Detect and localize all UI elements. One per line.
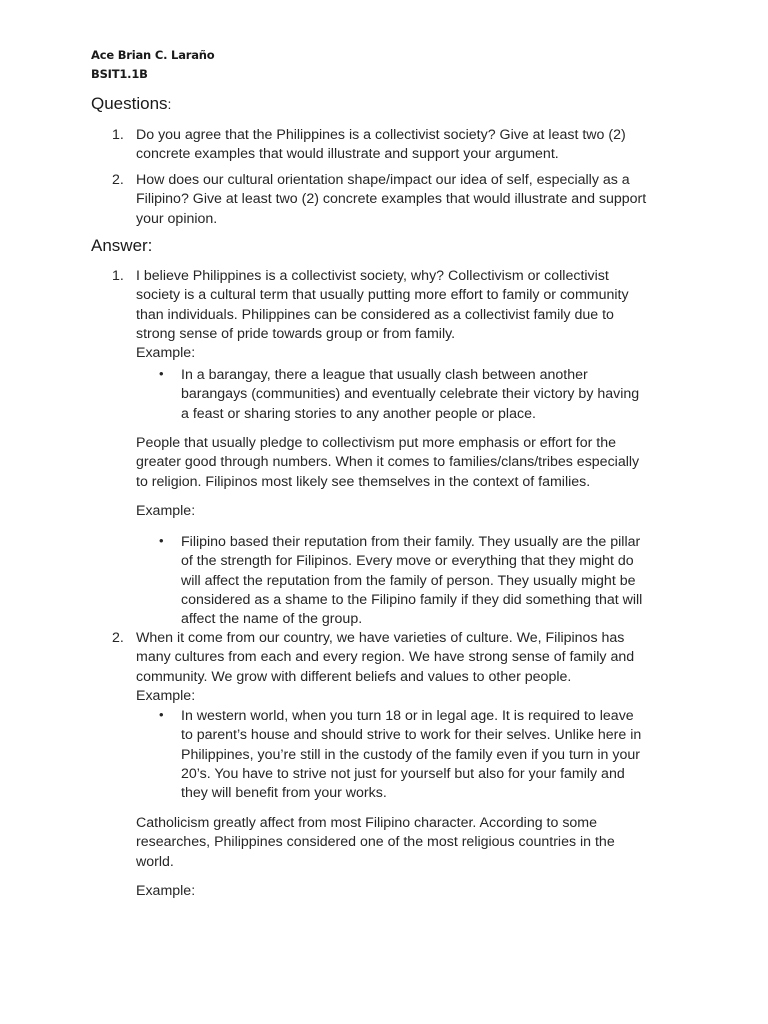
answer-1-paragraph-2 bbox=[136, 434, 639, 492]
bullet-line: Philippines, you’re still in the custody of the family even if you turn in your bbox=[181, 746, 640, 763]
bullet-line: of the strength for Filipinos. Every move or everything that they might do bbox=[181, 553, 634, 570]
question-1-number: 1. bbox=[112, 127, 124, 143]
answer-2-paragraph-2 bbox=[136, 814, 615, 872]
bullet-line: barangays (communities) and eventually celebrate their victory by having bbox=[181, 386, 640, 403]
answer-heading: Answer: bbox=[91, 236, 153, 255]
question-2-line: Filipino? Give at least two (2) concrete examples that would illustrate and support bbox=[136, 191, 647, 208]
bullet-line: considered as a shame to the Filipino family if they did something that will bbox=[181, 591, 643, 608]
question-1-line: concrete examples that would illustrate and support your argument. bbox=[136, 146, 559, 163]
bullet-line: 20’s. You have to strive not just for yourself but also for your family and bbox=[181, 765, 625, 782]
paragraph-line: When it come from our country, we have varieties of culture. We, Filipinos has bbox=[136, 630, 625, 646]
paragraph-line: to religion. Filipinos most likely see themselves in the context of families. bbox=[136, 473, 591, 490]
answer-2-bullet-1 bbox=[181, 707, 641, 803]
answer-1-bullet-1 bbox=[181, 366, 639, 424]
questions-heading bbox=[91, 94, 171, 114]
example-label: Example: bbox=[136, 503, 196, 519]
bullet-line: a feast or sharing stories to any another people or place. bbox=[181, 405, 536, 422]
answer-1-number: 1. bbox=[112, 268, 124, 284]
example-label: Example: bbox=[136, 687, 196, 704]
question-2-number: 2. bbox=[112, 172, 124, 188]
questions-heading-colon: : bbox=[167, 96, 172, 112]
question-2-line: How does our cultural orientation shape/impact our idea of self, especially as a bbox=[136, 172, 630, 188]
bullet-line: will affect the reputation from the family of person. They usually might be bbox=[181, 572, 636, 589]
paragraph-line: than individuals. Philippines can be considered as a collectivist family due to bbox=[136, 306, 614, 323]
bullet-line: to parent’s house and should strive to work for their selves. Unlike here in bbox=[181, 727, 642, 744]
paragraph-line: community. We grow with different beliefs and values to other people. bbox=[136, 668, 572, 685]
example-label: Example: bbox=[136, 883, 196, 899]
bullet-line: Filipino based their reputation from their family. They usually are the pillar bbox=[181, 534, 641, 550]
answer-1-bullet-2 bbox=[181, 533, 642, 629]
bullet-marker: • bbox=[159, 533, 164, 548]
paragraph-line: Catholicism greatly affect from most Filipino character. According to some bbox=[136, 815, 598, 831]
answer-2-paragraph-1 bbox=[136, 629, 634, 706]
question-1-line: Do you agree that the Philippines is a collectivist society? Give at least two (2) bbox=[136, 127, 626, 143]
paragraph-line: many cultures from each and every region. We have strong sense of family and bbox=[136, 649, 635, 666]
paragraph-line: greater good through numbers. When it comes to families/clans/tribes especially bbox=[136, 454, 640, 471]
bullet-marker: • bbox=[159, 366, 164, 381]
example-label: Example: bbox=[136, 345, 196, 362]
question-2 bbox=[136, 171, 646, 229]
bullet-line: In western world, when you turn 18 or in legal age. It is required to leave bbox=[181, 708, 634, 724]
bullet-line: affect the name of the group. bbox=[181, 611, 363, 628]
bullet-line: In a barangay, there a league that usually clash between another bbox=[181, 367, 588, 383]
paragraph-line: world. bbox=[136, 853, 174, 870]
bullet-line: they will benefit from your works. bbox=[181, 785, 387, 802]
section-code: BSIT1.1B bbox=[91, 67, 148, 81]
paragraph-line: People that usually pledge to collectivism put more emphasis or effort for the bbox=[136, 435, 616, 451]
paragraph-line: society is a cultural term that usually putting more effort to family or community bbox=[136, 287, 629, 304]
answer-2-number: 2. bbox=[112, 630, 124, 646]
author-name: Ace Brian C. Laraño bbox=[91, 48, 215, 62]
paragraph-line: strong sense of pride towards group or from family. bbox=[136, 325, 456, 342]
questions-heading-text: Questions bbox=[91, 94, 168, 113]
answer-1-paragraph-1 bbox=[136, 267, 629, 363]
bullet-marker: • bbox=[159, 707, 164, 722]
question-1 bbox=[136, 126, 626, 165]
paragraph-line: researches, Philippines considered one of the most religious countries in the bbox=[136, 834, 615, 851]
paragraph-line: I believe Philippines is a collectivist society, why? Collectivism or collectivist bbox=[136, 268, 609, 284]
question-2-line: your opinion. bbox=[136, 210, 218, 227]
